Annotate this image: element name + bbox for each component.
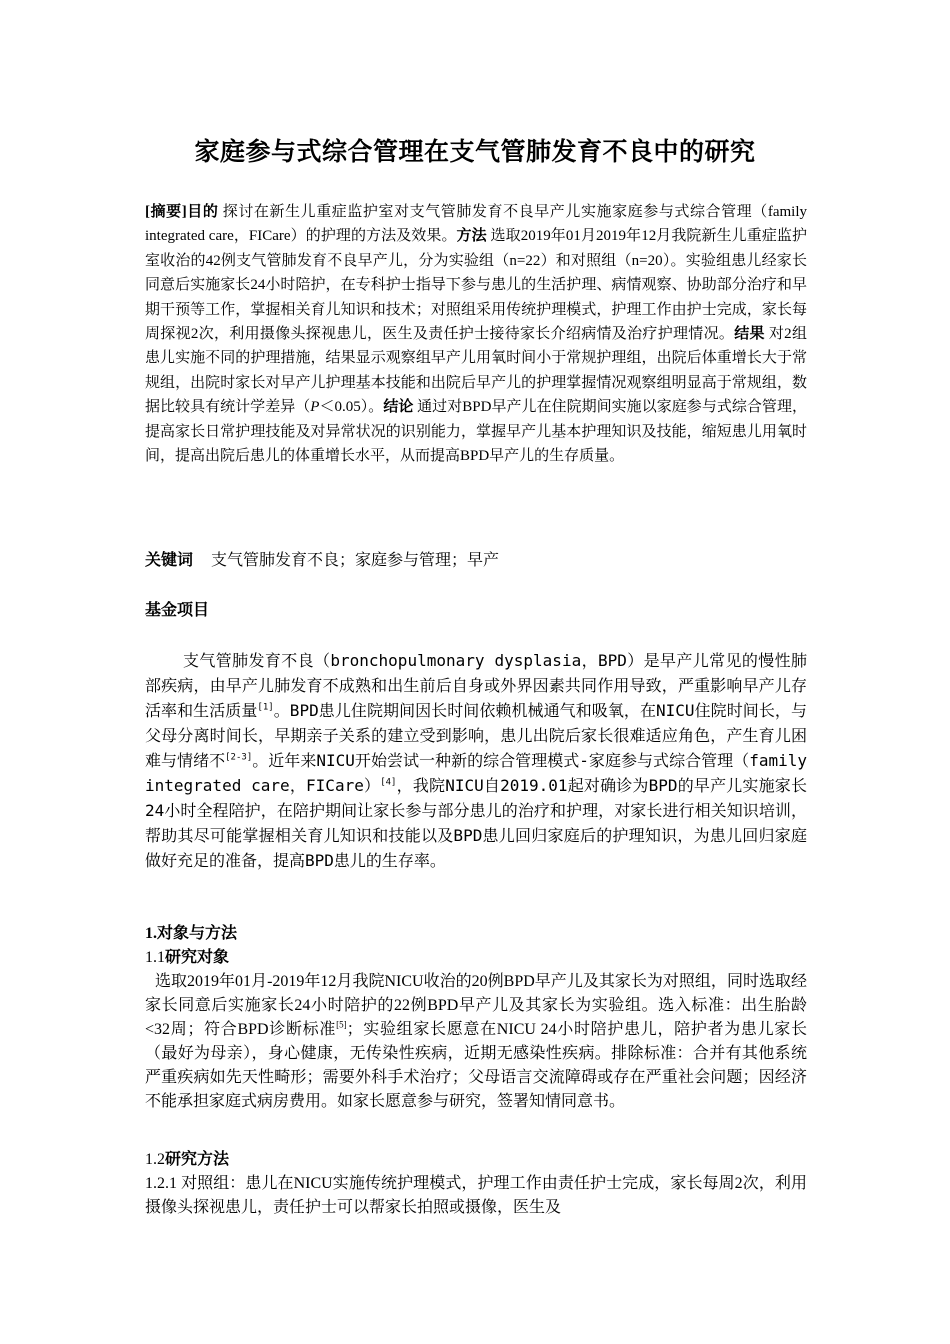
subsection-1-1-number: 1.1	[145, 949, 165, 966]
conclusion-label: 结论	[383, 399, 414, 416]
objective-label: 目的	[186, 204, 219, 220]
ref-1: [1]	[257, 702, 274, 713]
subsection-1-1-body	[145, 970, 807, 1114]
intro-part1: 支气管肺发育不良（bronchopulmonary dysplasia，BPD）是早产儿常见的慢性肺部疾病，由早产儿肺发育不成熟和出生前后自身或外界因素共同作用导致，严重影响早产儿存活率和生活质量	[145, 651, 807, 720]
conclusion-text: 通过对BPD早产儿在住院期间实施以家庭参与式综合管理，提高家长日常护理技能及对异常状况的识别能力，掌握早产儿基本护理知识及技能，缩短患儿用氧时间，提高出院后患儿的体重增长水平，从而提高BPD早产儿的生存质量。	[145, 399, 807, 465]
intro-part4: ，我院NICU自2019.01起对确诊为BPD的早产儿实施家长24小时全程陪护，在陪护期间让家长参与部分患儿的治疗和护理，对家长进行相关知识培训，帮助其尽可能掌握相关育儿知识和技能以及BPD患儿回归家庭后的护理知识，为患儿回归家庭做好充足的准备，提高BPD患儿的生存率。	[145, 776, 807, 870]
results-label: 结果	[734, 326, 765, 343]
subsection-1-2-body: 1.2.1 对照组：患儿在NICU实施传统护理模式，护理工作由责任护士完成，家长每周2次，利用摄像头探视患儿，责任护士可以帮家长拍照或摄像，医生及	[145, 1175, 807, 1216]
paper-title: 家庭参与式综合管理在支气管肺发育不良中的研究	[194, 137, 756, 166]
keywords-text: 支气管肺发育不良；家庭参与管理；早产	[211, 552, 500, 569]
intro-part2: 。BPD患儿住院期间因长时间依赖机械通气和吸氧，在NICU住院时间长，与父母分离时间长，早期亲子关系的建立受到影响，患儿出院后家长很难适应角色，产生育儿困难与情绪不	[145, 701, 807, 770]
abstract-label: [摘要]	[145, 204, 187, 220]
objective-text: 探讨在新生儿重症监护室对支气管肺发育不良早产儿实施家庭参与式综合管理（family integrated care，FICare）的护理的方法及效果。	[145, 204, 807, 245]
subsection-1-1-text-1: 选取2019年01月-2019年12月我院NICU收治的20例BPD早产儿及其家长为对照组，同时选取经家长同意后实施家长24小时陪护的22例BPD早产儿及其家长为实验组。选入标准：出生胎龄<32周；符合BPD诊断标准	[145, 973, 807, 1038]
keywords-label: 关键词	[145, 552, 194, 569]
intro-paragraph	[145, 648, 807, 873]
subsection-1-2-heading	[145, 1148, 807, 1172]
ref-5: [5]	[336, 1019, 347, 1030]
subsection-1-1-heading	[145, 946, 807, 970]
results-text-2: ＜0.05）。	[319, 399, 384, 416]
abstract	[145, 200, 807, 468]
section-heading-1: 1.对象与方法	[145, 925, 238, 942]
subsection-1-1-title: 研究对象	[165, 949, 230, 966]
methods-label: 方法	[456, 228, 487, 245]
subsection-1-2-title: 研究方法	[165, 1151, 230, 1168]
results-p-symbol: P	[310, 399, 320, 416]
keywords	[145, 548, 807, 574]
results-text-1: 对2组患儿实施不同的护理措施，结果显示观察组早产儿用氧时间小于常规护理组，出院后体重增长大于常规组，出院时家长对早产儿护理基本技能和出院后早产儿的护理掌握情况观察组明显高于常规组，数据比较具有统计学差异（	[145, 326, 807, 416]
methods-text: 选取2019年01月2019年12月我院新生儿重症监护室收治的42例支气管肺发育不良早产儿，分为实验组（n=22）和对照组（n=20）。实验组患儿经家长同意后实施家长24小时陪护，在专科护士指导下参与患儿的生活护理、病情观察、协助部分治疗和早期干预等工作，掌握相关育儿知识和技术；对照组采用传统护理模式，护理工作由护士完成，家长每周探视2次，利用摄像头探视患儿，医生及责任护士接待家长介绍病情及治疗护理情况。	[145, 228, 807, 343]
introduction	[145, 648, 807, 873]
subsection-1-2-number: 1.2	[145, 1151, 165, 1168]
ref-2-3: [2-3]	[225, 752, 253, 763]
intro-part3: 。近年来NICU开始尝试一种新的综合管理模式-家庭参与式综合管理（family integrated care，FICare）	[145, 751, 807, 795]
ref-4: [4]	[380, 777, 397, 788]
fund-label: 基金项目	[145, 602, 210, 619]
subsection-1-1-text-2: ；实验组家长愿意在NICU 24小时陪护患儿，陪护者为患儿家长（最好为母亲），身心健康，无传染性疾病，近期无感染性疾病。排除标准：合并有其他系统严重疾病如先天性畸形；需要外科手术治疗；父母语言交流障碍或存在严重社会问题；因经济不能承担家庭式病房费用。如家长愿意参与研究，签署知情同意书。	[145, 1021, 807, 1110]
